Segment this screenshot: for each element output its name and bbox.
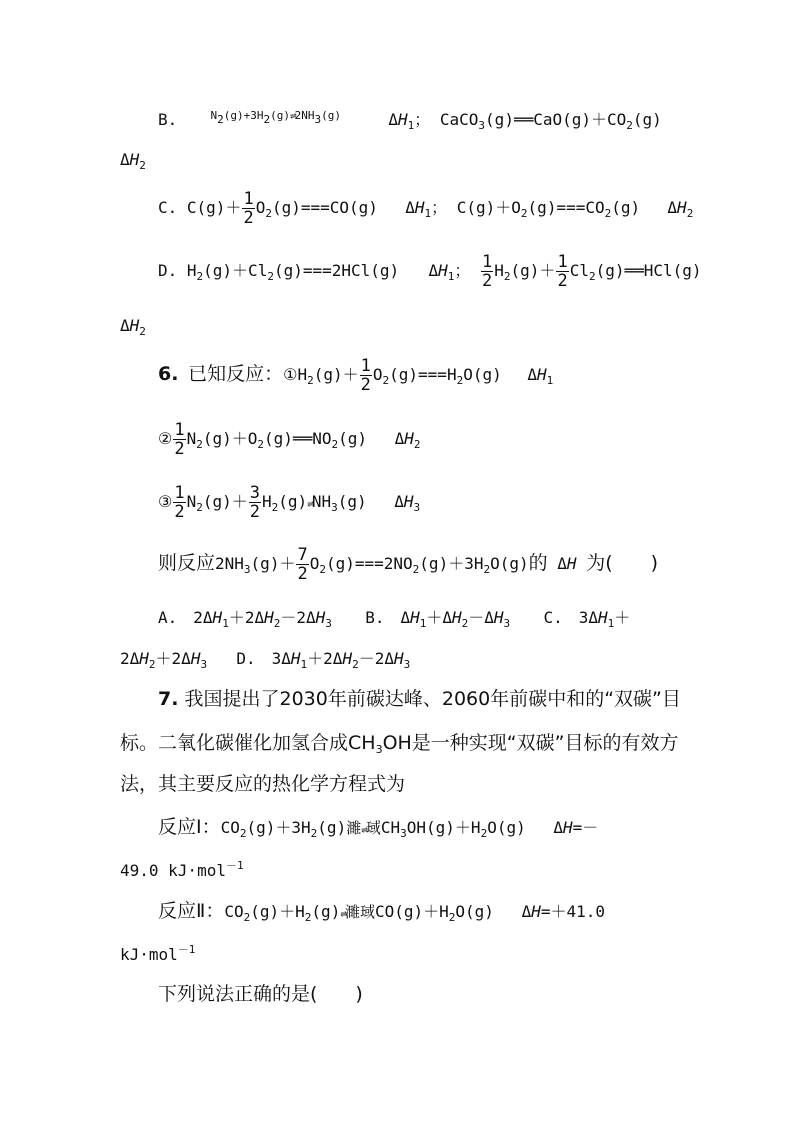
q5-option-d-dh2: $\Delta H_2$	[120, 316, 146, 338]
q5-option-b-dh1: $\Delta H_1$；	[388, 110, 431, 132]
q6-question: 则反应$2NH_3(g)+$ $\frac{7}{2}$ $O_2(g)===2NO_2(g)+3H_2O(g)$的 ΔH 为( )	[158, 545, 659, 584]
q7-number: 7.	[158, 688, 179, 710]
q7-stem-line1: 7. 我国提出了2030年前碳达峰、2060年前碳中和的“双碳”目	[158, 688, 681, 710]
q5-option-b-label: B.	[158, 110, 178, 129]
q6-option-a: A. $2\Delta H_1+2\Delta H_2-2\Delta H_3$	[158, 608, 332, 630]
q6-option-c-start: C. $3\Delta H_1+$	[543, 608, 631, 630]
q5-option-c-label: C.	[158, 198, 178, 217]
q7-stem-line2: 标。二氧化碳催化加氢合成$CH_3OH$是一种实现“双碳”目标的有效方	[120, 732, 679, 756]
q7-reaction-1-value: 49.0 kJ·mol$^{-1}$	[120, 859, 244, 880]
q5-option-c-dh2: $\Delta H_2$	[667, 198, 694, 220]
q6-stem-line: 6. 已知反应：$①H_2(g)+$ $\frac{1}{2}$ $O_2(g)===H_2O(g)$ $\Delta H_1$	[158, 356, 554, 395]
q5-option-d-line1: D. $H_2(g)+Cl_2(g)===2HCl(g)$ $\Delta H_1$； $\frac{1}{2}$ $H_2(g)+$ $\frac{1}{2}$ $Cl_2(g)══HCl(g)$	[158, 252, 702, 291]
q5-option-b-line1	[158, 109, 662, 132]
q6-reaction-3: ③ $\frac{1}{2}$ $N_2(g)+$ $\frac{3}{2}$ $H_2(g)\rightleftharpoons NH_3(g)$ $\Delta H_3$	[158, 483, 421, 522]
q7-stem-line3: 法，其主要反应的热化学方程式为	[120, 773, 406, 795]
q7-question: 下列说法正确的是( )	[158, 983, 363, 1005]
q6-options-line1	[158, 610, 630, 629]
q5-option-d-dh1: $\Delta H_1$；	[428, 261, 471, 283]
q7-reaction-1-label: 反应Ⅰ：	[158, 816, 221, 838]
q6-option-c-end: $2\Delta H_2+2\Delta H_3$	[120, 649, 208, 671]
q5-option-b-eq2: $CaCO_3(g)══CaO(g)+CO_2(g)$	[439, 110, 662, 132]
q5-option-c-dh1: $\Delta H_1$；	[405, 198, 448, 220]
q7-reaction-1: 反应Ⅰ：$CO_2(g)+3H_2(g)$濉⇌琙$CH_3OH(g)+H_2O(g)$ ΔH=－	[158, 816, 599, 840]
q6-intro: 已知反应：	[188, 363, 284, 385]
q6-option-d: D. $3\Delta H_1+2\Delta H_2-2\Delta H_3$	[236, 649, 411, 671]
q5-option-d-label: D.	[158, 261, 178, 280]
q6-option-b: B. $\Delta H_1+\Delta H_2-\Delta H_3$	[365, 608, 511, 630]
q7-reaction-2-value: kJ·mol$^{-1}$	[120, 943, 196, 964]
q6-number: 6.	[158, 363, 179, 385]
q7-reaction-2-label: 反应Ⅱ：	[158, 900, 225, 922]
q6-reaction-2: ② $\frac{1}{2}$ $N_2(g)+O_2(g)══NO_2(g)$ $\Delta H_2$	[158, 420, 421, 459]
q5-option-b-dh2: $\Delta H_2$	[120, 150, 146, 172]
q5-option-b-eq1: N2(g)+3H2(g)⇌2NH3(g)	[210, 109, 342, 126]
q7-reaction-2: 反应Ⅱ：$CO_2(g)+H_2(g)\rightleftharpoons$濉琙$CO(g)+H_2O(g)$ ΔH=＋41.0	[158, 900, 606, 924]
q5-option-c-line: C. C(g)＋ $\frac{1}{2}$ $O_2(g)===CO(g)$ $\Delta H_1$； $C(g)+O_2(g)===CO_2(g)$ $\Delta H_2$	[158, 189, 694, 228]
fraction-one-half: $\frac{1}{2}$	[243, 189, 254, 228]
q6-options-line2	[120, 651, 410, 670]
